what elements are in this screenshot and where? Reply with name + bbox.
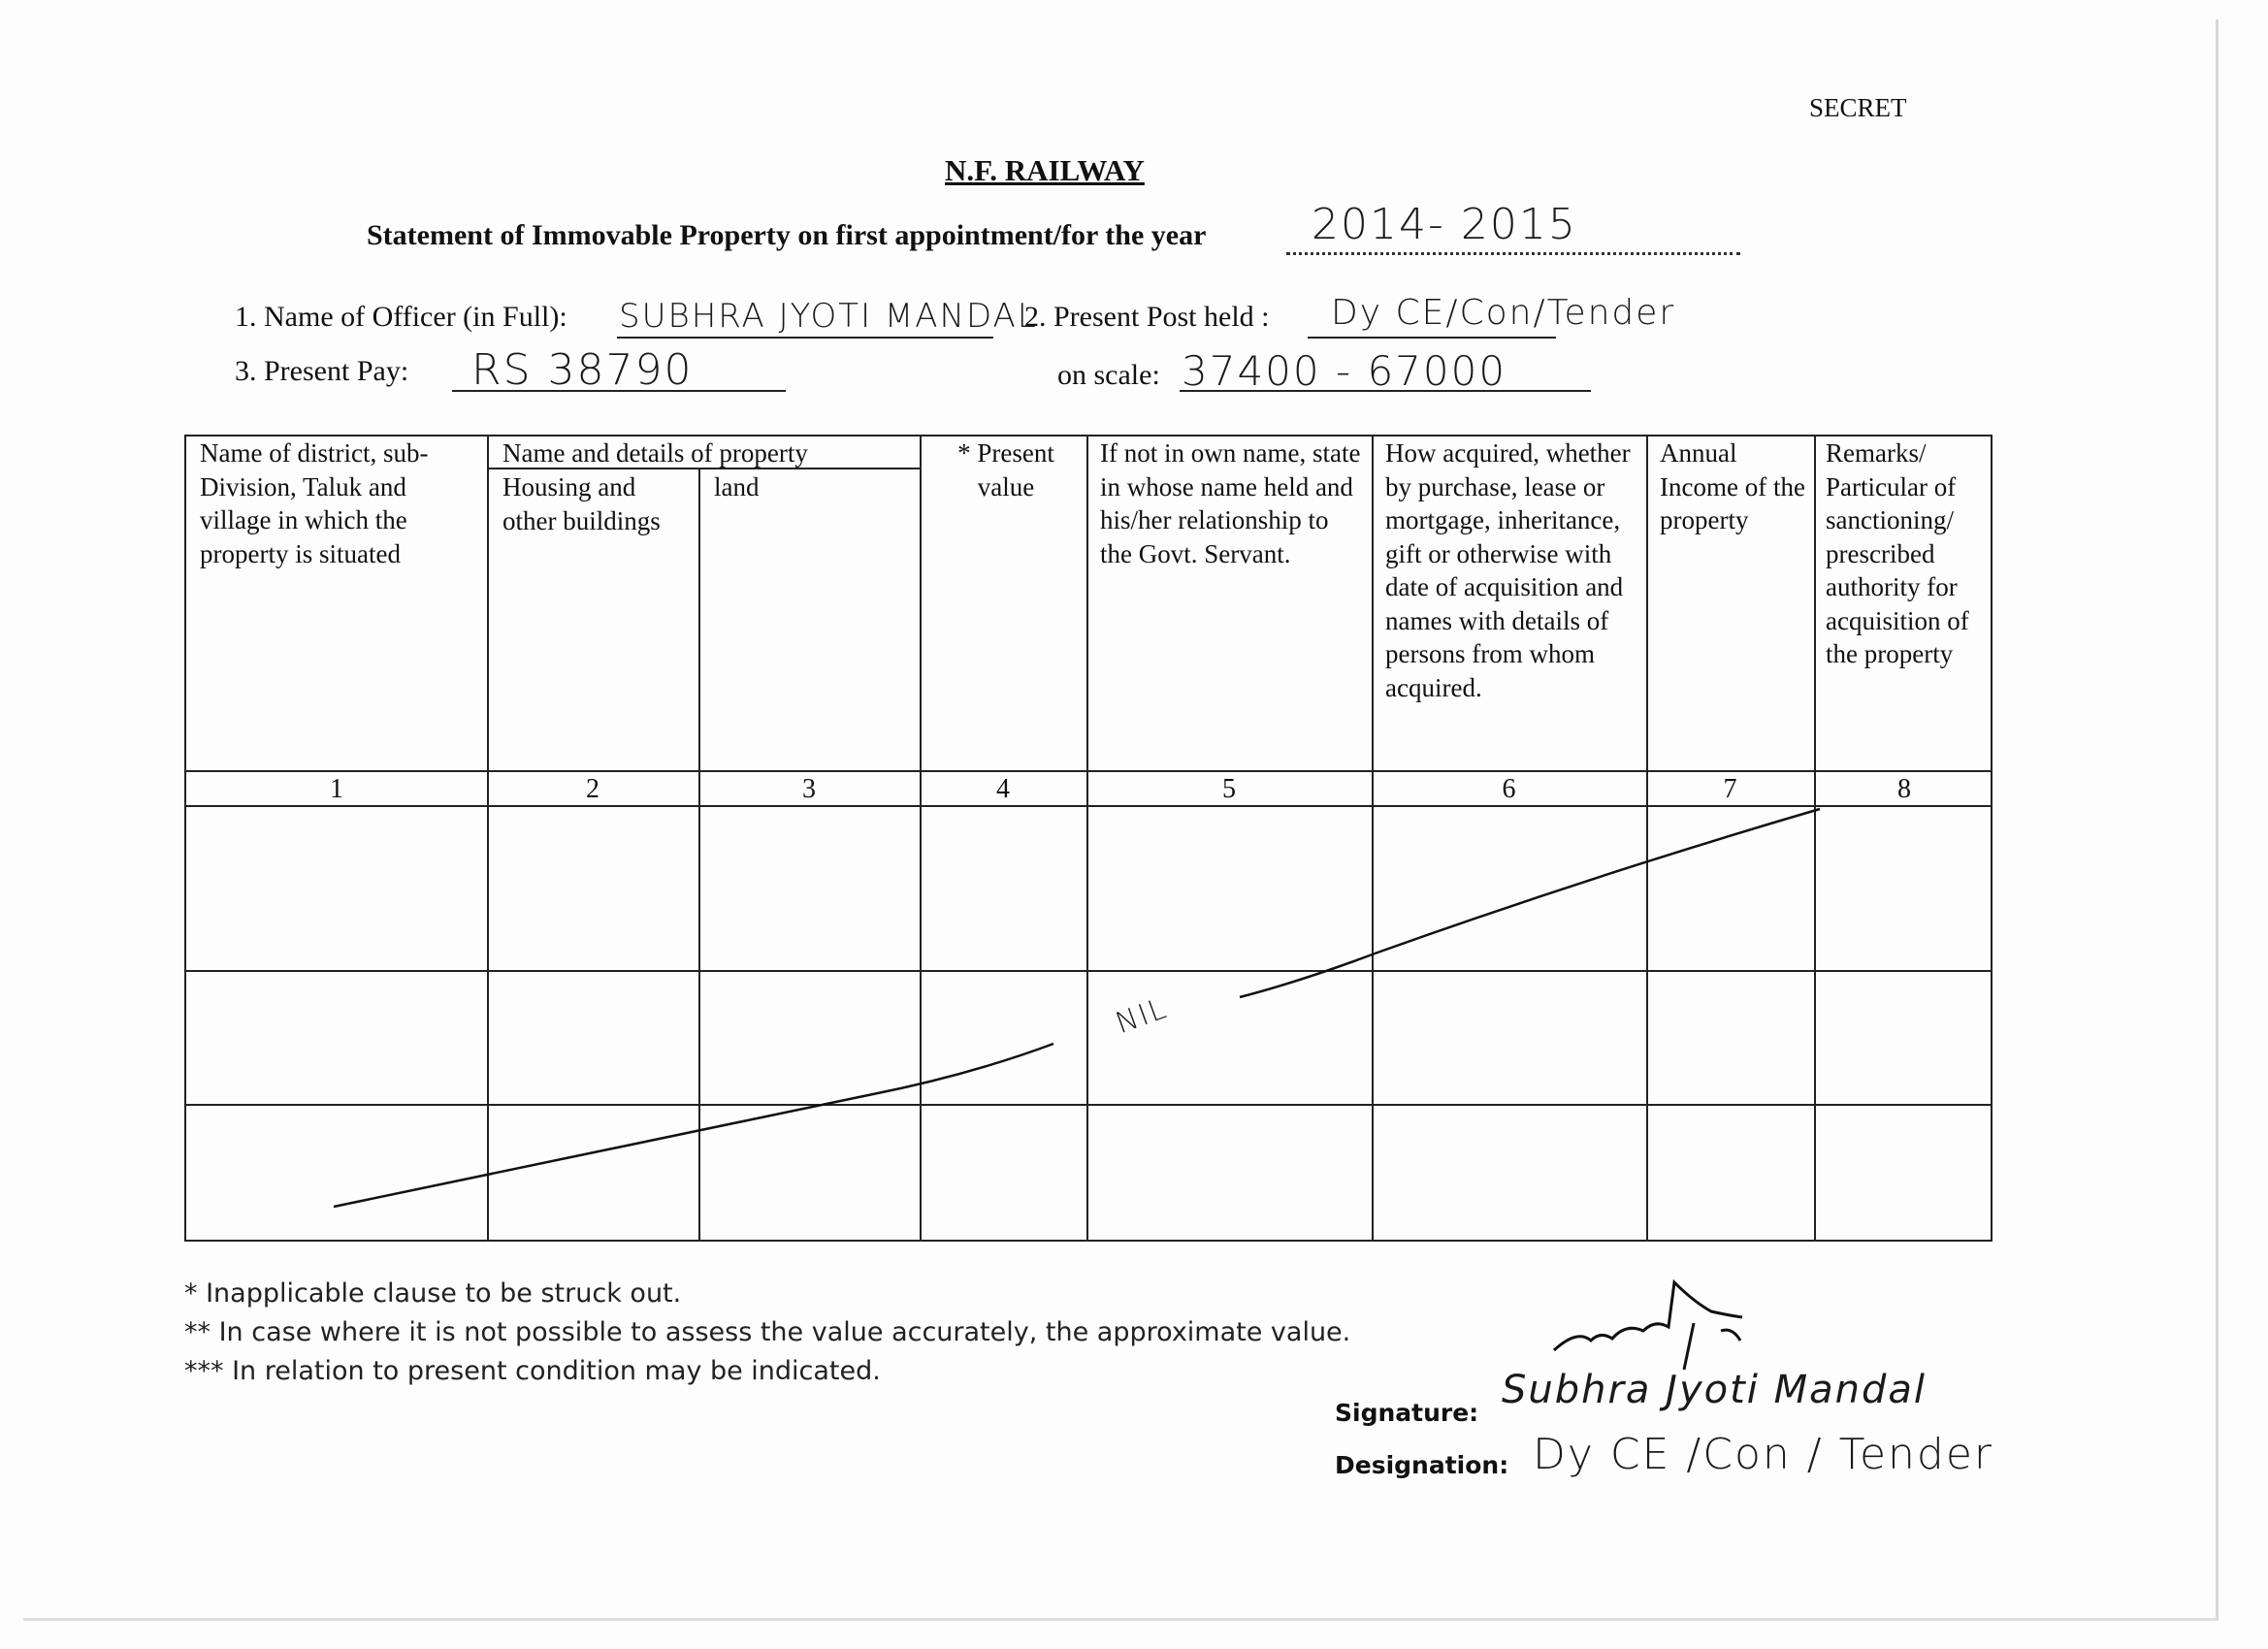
header-owner-relationship: If not in own name, state in whose name held and his/her relationship to the Govt. Servant. xyxy=(1100,438,1361,568)
statement-title: Statement of Immovable Property on first appointment/for the year xyxy=(367,219,1207,251)
header-land: land xyxy=(714,472,760,501)
pay-scale-field[interactable]: 37400 - 67000 xyxy=(1182,347,1507,395)
column-number: 8 xyxy=(1897,774,1911,804)
signature-label: Signature: xyxy=(1335,1399,1479,1427)
footnote-2: ** In case where it is not possible to assess the value accurately, the approximate value. xyxy=(184,1317,1351,1347)
column-number: 5 xyxy=(1222,774,1236,804)
organization-title: N.F. RAILWAY xyxy=(945,153,1145,187)
footnote-1: * Inapplicable clause to be struck out. xyxy=(184,1278,682,1309)
classification-label: SECRET xyxy=(1809,93,1907,122)
column-number: 3 xyxy=(802,774,816,804)
present-post-label: 2. Present Post held : xyxy=(1024,301,1270,333)
header-how-acquired: How acquired, whether by purchase, lease or mortgage, inheritance, gift or otherwise with date of acquisition and names with details of persons from whom acquired. xyxy=(1385,438,1631,702)
signature-mark xyxy=(1548,1273,1762,1379)
pay-scale-label: on scale: xyxy=(1057,359,1160,391)
year-field[interactable]: 2014- 2015 xyxy=(1312,200,1577,249)
column-number: 2 xyxy=(586,774,599,804)
header-housing: Housing and other buildings xyxy=(502,472,661,535)
signature-name-field[interactable]: Subhra Jyoti Mandal xyxy=(1502,1368,1927,1412)
designation-label: Designation: xyxy=(1335,1451,1509,1479)
footnote-3: *** In relation to present condition may be indicated. xyxy=(184,1356,881,1386)
column-number: 6 xyxy=(1502,774,1516,804)
present-pay-label: 3. Present Pay: xyxy=(235,355,409,387)
header-location: Name of district, sub-Division, Taluk and village in which the property is situated xyxy=(200,438,429,568)
header-annual-income: Annual Income of the property xyxy=(1660,438,1805,534)
column-number: 4 xyxy=(996,774,1010,804)
header-remarks: Remarks/ Particular of sanctioning/ prescribed authority for acquisition of the property xyxy=(1826,438,1969,668)
designation-field[interactable]: Dy CE /Con / Tender xyxy=(1533,1430,1994,1479)
officer-name-field[interactable]: SUBHRA JYOTI MANDAL xyxy=(619,297,1038,336)
nil-entry: NIL xyxy=(1111,990,1173,1042)
header-property-details: Name and details of property xyxy=(502,438,808,468)
column-number: 1 xyxy=(330,774,343,804)
header-present-value: * Present value xyxy=(957,438,1054,501)
present-post-field[interactable]: Dy CE/Con/Tender xyxy=(1331,293,1676,333)
column-number: 7 xyxy=(1723,774,1737,804)
present-pay-field[interactable]: RS 38790 xyxy=(471,345,694,395)
officer-name-label: 1. Name of Officer (in Full): xyxy=(235,301,567,333)
